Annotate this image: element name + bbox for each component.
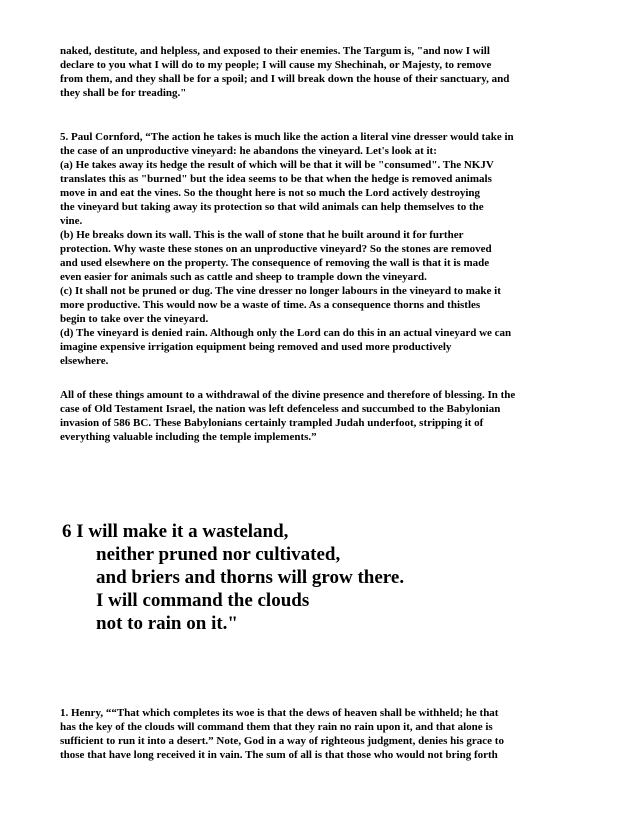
text-line: (b) He breaks down its wall. This is the wall of stone that he built around it for further [60, 229, 464, 241]
text-line: 5. Paul Cornford, “The action he takes is much like the action a literal vine dresser would take in [60, 131, 514, 143]
text-line: invasion of 586 BC. These Babylonians certainly trampled Judah underfoot, stripping it of [60, 417, 484, 429]
verse-line: and briers and thorns will grow there. [96, 567, 405, 588]
verse-line: neither pruned nor cultivated, [96, 544, 341, 565]
text-line: declare to you what I will do to my people; I will cause my Shechinah, or Majesty, to remove [60, 59, 492, 71]
text-line: those that have long received it in vain. The sum of all is that those who would not bring forth [60, 749, 498, 761]
text-line: case of Old Testament Israel, the nation was left defenceless and succumbed to the Babylonian [60, 403, 501, 415]
paragraph-summary [60, 388, 580, 444]
paragraph-henry [60, 706, 580, 762]
scripture-verse [62, 520, 562, 635]
text-line: even easier for animals such as cattle and sheep to trample down the vineyard. [60, 271, 427, 283]
paragraph-cornford [60, 130, 580, 368]
text-line: and used elsewhere on the property. The consequence of removing the wall is that it is made [60, 257, 490, 269]
text-line: (a) He takes away its hedge the result of which will be that it will be "consumed". The NKJV [60, 159, 494, 171]
verse-line: not to rain on it." [96, 613, 238, 634]
text-line: from them, and they shall be for a spoil; and I will break down the house of their sanctuary, and [60, 73, 510, 85]
text-line: the vineyard but taking away its protection so that wild animals can help themselves to the [60, 201, 484, 213]
text-line: (c) It shall not be pruned or dug. The vine dresser no longer labours in the vineyard to make it [60, 285, 501, 297]
text-line: they shall be for treading." [60, 87, 187, 99]
text-line: All of these things amount to a withdrawal of the divine presence and therefore of blessing. In the [60, 389, 516, 401]
text-line: imagine expensive irrigation equipment being removed and used more productively [60, 341, 452, 353]
verse-line: 6 I will make it a wasteland, [62, 521, 289, 542]
text-line: protection. Why waste these stones on an unproductive vineyard? So the stones are removed [60, 243, 492, 255]
text-line: has the key of the clouds will command them that they rain no rain upon it, and that alone is [60, 721, 493, 733]
text-line: more productive. This would now be a waste of time. As a consequence thorns and thistles [60, 299, 481, 311]
verse-line: I will command the clouds [96, 590, 310, 611]
text-line: sufficient to run it into a desert.” Note, God in a way of righteous judgment, denies his grace to [60, 735, 504, 747]
text-line: everything valuable including the temple implements.” [60, 431, 317, 443]
text-line: the case of an unproductive vineyard: he abandons the vineyard. Let's look at it: [60, 145, 437, 157]
text-line: move in and eat the vines. So the thought here is not so much the Lord actively destroying [60, 187, 481, 199]
paragraph-targum [60, 44, 580, 100]
text-line: elsewhere. [60, 355, 109, 367]
text-line: begin to take over the vineyard. [60, 313, 209, 325]
text-line: translates this as "burned" but the idea seems to be that when the hedge is removed animals [60, 173, 492, 185]
text-line: 1. Henry, ““That which completes its woe is that the dews of heaven shall be withheld; he that [60, 707, 499, 719]
text-line: vine. [60, 215, 83, 227]
text-line: naked, destitute, and helpless, and exposed to their enemies. The Targum is, "and now I will [60, 45, 490, 57]
text-line: (d) The vineyard is denied rain. Although only the Lord can do this in an actual vineyard we can [60, 327, 512, 339]
